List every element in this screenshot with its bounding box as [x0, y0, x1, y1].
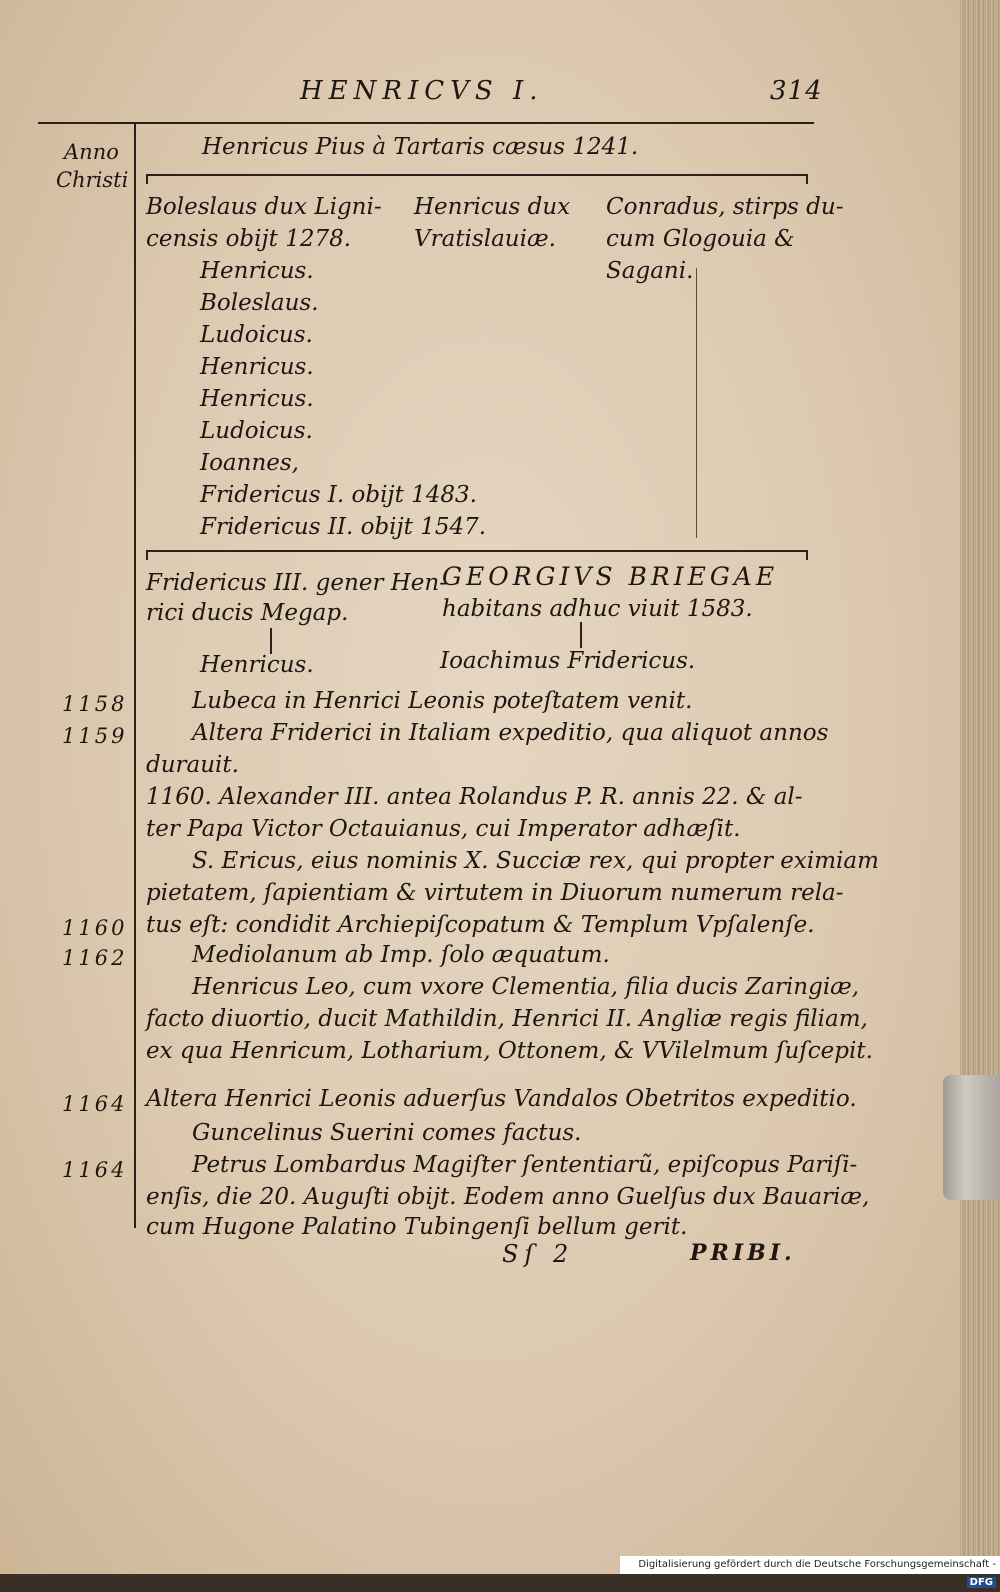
lower-left-line-2: rici ducis Megap.	[146, 600, 349, 626]
col1-line-2: censis obijt 1278.	[146, 226, 352, 252]
entry-year: 1159	[62, 724, 128, 748]
catchword: PRIBI.	[690, 1240, 796, 1266]
entry-year: 1164	[62, 1158, 128, 1182]
col1-line-6: Henricus.	[200, 354, 314, 380]
descent-line-left	[270, 628, 272, 654]
entry-year: 1162	[62, 946, 128, 970]
entry-year: 1164	[62, 1092, 128, 1116]
child-right: Ioachimus Fridericus.	[440, 648, 696, 674]
page-number: 314	[770, 76, 823, 106]
col1-line-3: Henricus.	[200, 258, 314, 284]
page-edge	[960, 0, 1000, 1574]
entry-text: Henricus Leo, cum vxore Clementia, filia ducis Zaringiæ,	[192, 974, 860, 1000]
bookmark-clip	[943, 1075, 1000, 1200]
child-left: Henricus.	[200, 652, 314, 678]
entry-text: durauit.	[146, 752, 239, 778]
entry-text: Guncelinus Suerini comes factus.	[192, 1120, 582, 1146]
entry-text: ex qua Henricum, Lotharium, Ottonem, & VVilelmum ſuſcepit.	[146, 1038, 873, 1064]
genealogy-top: Henricus Pius à Tartaris cæsus 1241.	[202, 134, 639, 160]
genealogy-brace-top	[146, 174, 808, 188]
margin-head-christi: Christi	[56, 168, 129, 192]
entry-year: 1158	[62, 692, 128, 716]
genealogy-divider	[696, 268, 697, 538]
entry-text: ter Papa Victor Octauianus, cui Imperator adhæſit.	[146, 816, 741, 842]
col1-line-11: Fridericus II. obijt 1547.	[200, 514, 487, 540]
col1-line-4: Boleslaus.	[200, 290, 319, 316]
entry-text: cum Hugone Palatino Tubingenſi bellum gerit.	[146, 1214, 688, 1240]
dfg-logo: DFG	[967, 1577, 996, 1588]
col2-line-1: Henricus dux	[414, 194, 571, 220]
digitization-footer	[620, 1556, 1000, 1588]
col1-line-1: Boleslaus dux Ligni-	[146, 194, 382, 220]
footer-text: Digitalisierung gefördert durch die Deutsche Forschungsgemeinschaft -	[638, 1559, 996, 1570]
entry-text: facto diuortio, ducit Mathildin, Henrici II. Angliæ regis filiam,	[146, 1006, 868, 1032]
col3-line-1: Conradus, stirps du-	[606, 194, 844, 220]
entry-text: Petrus Lombardus Magiſter ſententiarũ, epiſcopus Pariſi-	[192, 1152, 858, 1178]
entry-text: Lubeca in Henrici Leonis poteſtatem venit.	[192, 688, 693, 714]
margin-rule	[134, 124, 136, 1228]
lower-left-line-1: Fridericus III. gener Hen-	[146, 570, 447, 596]
col1-line-7: Henricus.	[200, 386, 314, 412]
col3-line-3: Sagani.	[606, 258, 694, 284]
entry-text: Altera Friderici in Italiam expeditio, qua aliquot annos	[192, 720, 829, 746]
signature-mark: Sſ 2	[502, 1240, 575, 1268]
col1-line-10: Fridericus I. obijt 1483.	[200, 482, 477, 508]
lower-right-line-1: GEORGIVS BRIEGAE	[442, 562, 779, 591]
margin-head-anno: Anno	[64, 140, 119, 164]
col1-line-5: Ludoicus.	[200, 322, 313, 348]
entry-text: Mediolanum ab Imp. ſolo æquatum.	[192, 942, 610, 968]
col2-line-2: Vratislauiæ.	[414, 226, 556, 252]
descent-line-right	[580, 622, 582, 648]
col1-line-8: Ludoicus.	[200, 418, 313, 444]
entry-text: tus eſt: condidit Archiepiſcopatum & Templum Vpſalenſe.	[146, 912, 815, 938]
entry-text: S. Ericus, eius nominis X. Succiæ rex, qui propter eximiam	[192, 848, 879, 874]
entry-text: enſis, die 20. Auguſti obijt. Eodem anno Guelſus dux Bauariæ,	[146, 1184, 870, 1210]
entry-text: Altera Henrici Leonis aduerſus Vandalos Obetritos expeditio.	[146, 1086, 857, 1112]
header-rule	[38, 122, 814, 124]
entry-year: 1160	[62, 916, 128, 940]
lower-right-line-2: habitans adhuc viuit 1583.	[442, 596, 753, 622]
col1-line-9: Ioannes,	[200, 450, 299, 476]
entry-text: pietatem, ſapientiam & virtutem in Diuorum numerum rela-	[146, 880, 844, 906]
entry-text: 1160. Alexander III. antea Rolandus P. R. annis 22. & al-	[146, 784, 803, 810]
col3-line-2: cum Glogouia &	[606, 226, 795, 252]
running-head-title: HENRICVS I.	[300, 76, 544, 106]
